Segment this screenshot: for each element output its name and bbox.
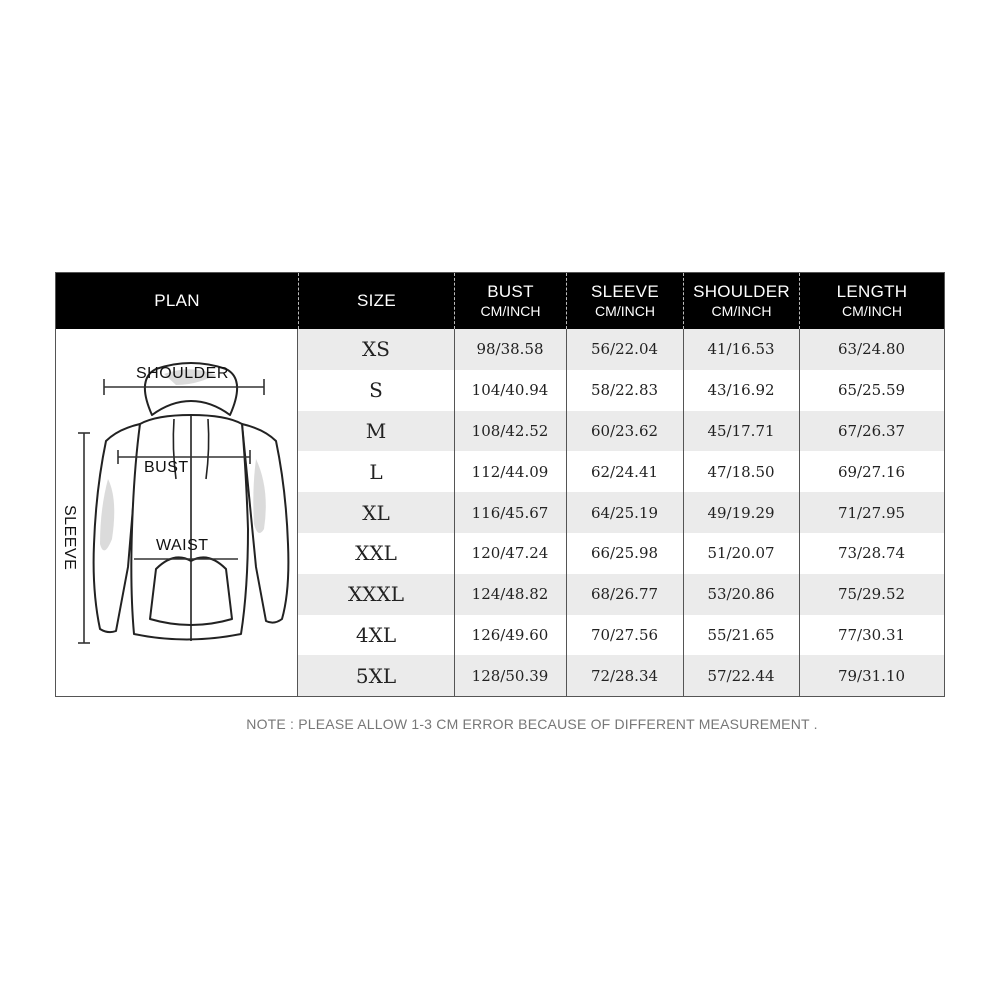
size-cell: XL <box>362 500 390 525</box>
table-row <box>298 655 944 696</box>
table-row <box>298 370 944 411</box>
length-cell: 67/26.37 <box>837 421 906 440</box>
header-shoulder-label: SHOULDER <box>693 282 790 301</box>
size-cell: S <box>369 378 383 403</box>
shoulder-cell: 45/17.71 <box>707 421 775 440</box>
size-cell: XS <box>362 337 390 362</box>
header-length-unit: CM/INCH <box>842 303 902 319</box>
length-cell: 73/28.74 <box>837 544 906 563</box>
header-size <box>298 273 454 329</box>
sleeve-cell: 72/28.34 <box>590 666 659 685</box>
header-bust <box>454 273 566 329</box>
bust-cell: 128/50.39 <box>471 666 549 685</box>
length-cell: 65/25.59 <box>837 381 906 400</box>
bust-cell: 108/42.52 <box>471 421 549 440</box>
size-chart-header <box>56 273 944 329</box>
header-sleeve-unit: CM/INCH <box>595 303 655 319</box>
table-row <box>298 574 944 615</box>
header-size-label: SIZE <box>357 291 396 310</box>
header-length-label: LENGTH <box>836 282 908 301</box>
column-divider <box>454 329 455 696</box>
table-row <box>298 615 944 656</box>
size-cell: XXL <box>355 541 397 566</box>
table-row <box>298 451 944 492</box>
measurement-note: NOTE : PLEASE ALLOW 1-3 CM ERROR BECAUSE OF DIFFERENT MEASUREMENT . <box>246 716 818 732</box>
header-shoulder-unit: CM/INCH <box>711 303 772 319</box>
bust-cell: 120/47.24 <box>471 544 549 563</box>
header-plan <box>56 273 298 329</box>
sleeve-cell: 66/25.98 <box>590 544 659 563</box>
bust-cell: 98/38.58 <box>476 340 544 359</box>
size-cell: 4XL <box>355 622 397 647</box>
sleeve-cell: 68/26.77 <box>590 585 659 604</box>
header-length <box>799 273 944 329</box>
size-rows <box>298 329 944 696</box>
length-cell: 79/31.10 <box>837 666 906 685</box>
sleeve-cell: 64/25.19 <box>590 503 659 522</box>
bust-cell: 112/44.09 <box>471 462 549 481</box>
length-cell: 71/27.95 <box>837 503 906 522</box>
shoulder-cell: 47/18.50 <box>707 462 775 481</box>
waist-label: WAIST <box>156 537 209 554</box>
shoulder-label: SHOULDER <box>136 365 229 382</box>
shoulder-cell: 53/20.86 <box>707 585 775 604</box>
table-row <box>298 492 944 533</box>
bust-cell: 116/45.67 <box>471 503 549 522</box>
length-cell: 63/24.80 <box>837 340 906 359</box>
size-cell: 5XL <box>355 663 397 688</box>
size-cell: XXXL <box>348 582 404 607</box>
size-cell: M <box>365 418 387 443</box>
shoulder-cell: 41/16.53 <box>707 340 775 359</box>
sleeve-cell: 60/23.62 <box>590 421 659 440</box>
shoulder-cell: 51/20.07 <box>707 544 775 563</box>
table-row <box>298 329 944 370</box>
bust-cell: 104/40.94 <box>471 381 549 400</box>
table-row <box>298 533 944 574</box>
size-cell: L <box>369 459 383 484</box>
shoulder-cell: 43/16.92 <box>707 381 775 400</box>
header-bust-unit: CM/INCH <box>480 303 541 319</box>
sleeve-cell: 56/22.04 <box>590 340 659 359</box>
bust-cell: 124/48.82 <box>471 585 549 604</box>
bust-label: BUST <box>144 459 189 476</box>
shoulder-cell: 55/21.65 <box>707 625 775 644</box>
sleeve-label: SLEEVE <box>61 505 78 571</box>
hoodie-illustration <box>56 329 296 696</box>
bust-cell: 126/49.60 <box>471 625 549 644</box>
table-row <box>298 411 944 452</box>
sleeve-cell: 70/27.56 <box>590 625 659 644</box>
shoulder-cell: 49/19.29 <box>707 503 775 522</box>
header-plan-label: PLAN <box>154 291 200 310</box>
sleeve-cell: 62/24.41 <box>590 462 659 481</box>
length-cell: 77/30.31 <box>837 625 906 644</box>
shoulder-cell: 57/22.44 <box>707 666 775 685</box>
sleeve-cell: 58/22.83 <box>590 381 659 400</box>
size-chart <box>55 272 945 697</box>
length-cell: 75/29.52 <box>837 585 906 604</box>
plan-diagram <box>56 329 298 696</box>
header-sleeve <box>566 273 683 329</box>
column-divider <box>566 329 567 696</box>
length-cell: 69/27.16 <box>837 462 906 481</box>
header-bust-label: BUST <box>487 282 534 301</box>
column-divider <box>683 329 684 696</box>
header-sleeve-label: SLEEVE <box>591 282 659 301</box>
column-divider <box>799 329 800 696</box>
header-shoulder <box>683 273 799 329</box>
